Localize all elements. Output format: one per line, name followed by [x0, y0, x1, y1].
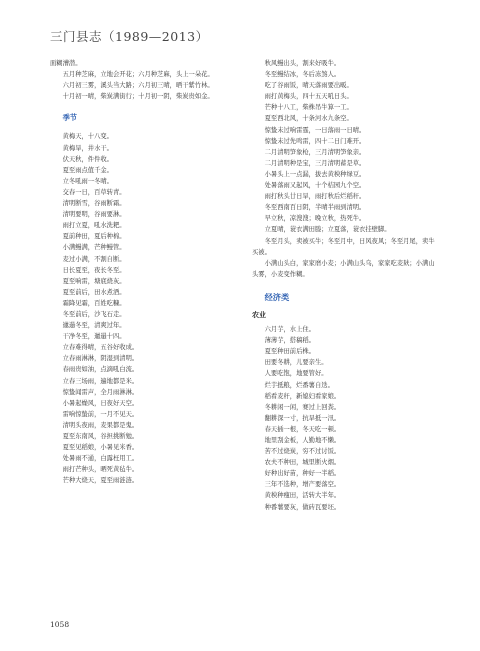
page-header-title: 三门县志（1989—2013） — [50, 29, 209, 44]
proverb-line: 惊蛰闻雷声，全月雨淋淋。 — [62, 388, 139, 396]
proverb-line: 雨打芒种头，晒死黄毡牛。 — [62, 466, 139, 474]
proverb-line: 三年不选种，增产要落空。 — [264, 481, 341, 489]
proverb-line: 冬至月头，卖被买牛；冬至月中，日风夜风；冬至月尾，卖牛买被。 — [252, 237, 435, 256]
page-number: 1058 — [50, 620, 70, 629]
section-title-economy: 经济类 — [264, 291, 290, 302]
proverb-line: 清明要明，谷雨要淋。 — [62, 211, 126, 219]
proverb-line: 十月初一晴，柴炭满街行；十月初一阴，柴炭贵如金。 — [50, 93, 214, 101]
proverb-line: 好种出好苗，种好一半稻。 — [264, 470, 341, 478]
proverb-line: 夏至响雷，塘底烧灰。 — [62, 277, 126, 285]
proverb-line: 伏天秋，件件收。 — [62, 155, 113, 163]
proverb-line: 吃了谷雨饭，晴天落雨要出畈。 — [264, 82, 353, 90]
left-proverb-list — [50, 131, 238, 486]
proverb-line: 处暑雨不通，白露枉用工。 — [62, 455, 139, 463]
proverb-line: 苦不过烧炭，穷不过讨饭。 — [264, 448, 341, 456]
proverb-line: 小暑起燥风，日夜好天空。 — [62, 399, 139, 407]
agriculture-proverb-list — [252, 324, 440, 513]
proverb-line: 田要冬耕，儿要亲生。 — [264, 359, 328, 367]
proverb-line: 稻看麦秆，新媳妇看家娘。 — [264, 392, 341, 400]
proverb-line: 邋遢冬至，清爽过年。 — [62, 322, 126, 330]
proverb-line: 惊蛰未过先鸣雷，四十二日门难开。 — [264, 137, 366, 145]
proverb-line: 二月清明笋象枪，三月清明笋象亲。 — [264, 148, 366, 156]
proverb-line: 早立秋，凉溲溲；晚立秋，热死牛。 — [252, 215, 366, 223]
proverb-line: 处暑落雨又起风，十个桔园九个空。 — [264, 182, 366, 190]
proverb-line: 二月清明种是宝，三月清明蓄是草。 — [264, 159, 366, 167]
proverb-line: 黄梅旱，井水干。 — [62, 144, 113, 152]
proverb-line: 芒种十八工，柴株吊牛算一工。 — [264, 104, 353, 112]
proverb-line: 惊蛰未过响雷霆，一日落雨一日晴。 — [264, 126, 366, 134]
proverb-line: 夏至前后，田水煮酒。 — [62, 288, 126, 296]
proverb-line: 夏至西北风，十条河水九条空。 — [264, 115, 353, 123]
proverb-line: 立冬吼雨一冬晴。 — [62, 177, 113, 185]
proverb-line: 夏至见稻娘，小暑见米香。 — [62, 444, 139, 452]
proverb-line: 夏至东南风，谷担挑断勉。 — [62, 433, 139, 440]
proverb-line: 农夫不种田，城里断火烟。 — [264, 459, 341, 467]
proverb-line: 春天插一根，冬天吃一顿。 — [264, 425, 341, 433]
proverb-line: 冬至西南百日阴，半晴半雨到清明。 — [264, 204, 366, 212]
section-title-seasons: 季节 — [62, 113, 77, 123]
proverb-line: 日长夏至，夜长冬至。 — [62, 266, 126, 274]
proverb-line: 霜降见霜，百姓吃糠。 — [62, 299, 126, 307]
proverb-line: 雨打立夏，吼水洗耙。 — [62, 222, 126, 230]
proverb-line: 人要吃饱，地要管好。 — [264, 370, 328, 378]
left-column — [50, 58, 238, 486]
proverb-line: 地里刮金板，人勤地不懒。 — [264, 437, 341, 444]
proverb-line: 雨打黄梅头，四十五天吼日头。 — [264, 93, 353, 101]
proverb-line: 五月种芝麻，立地会开花；六月种芝麻，头上一朵花。 — [50, 71, 214, 79]
proverb-line: 夏至种田前后株。 — [264, 348, 315, 356]
proverb-line: 立春难得晴，五谷好收成。 — [62, 344, 139, 352]
proverb-line: 清明断雪，谷雨断霜。 — [62, 200, 126, 208]
proverb-line: 雷响惊蛰前，一月不见天。 — [62, 410, 139, 418]
proverb-line: 冬至前后，沙飞石走。 — [62, 310, 126, 318]
left-intro-paragraphs — [50, 58, 238, 102]
proverb-line: 六月初三雾，溪头当大路；六月初三晴，晒干紫竹林。 — [50, 82, 214, 90]
proverb-line: 小满山头白，家家磨小麦；小满山头乌，家家吃麦麸；小满山头雾，小麦变作糊。 — [252, 259, 435, 278]
proverb-line: 薄薄芋，搭稿稻。 — [264, 337, 315, 345]
proverb-line: 立夏晴，蓑衣满田塍；立夏落，蓑衣挂壁脚。 — [252, 226, 391, 234]
proverb-line: 六月芋，水上住。 — [264, 326, 315, 334]
proverb-line: 冬至鳗结冰，冬后冻煞人。 — [264, 71, 341, 79]
proverb-line: 立春雨淋淋，阴湿到清明。 — [62, 355, 139, 363]
proverb-line: 小暑头上一点漏，拔去黄秧种绿豆。 — [264, 170, 366, 178]
proverb-line: 烂芋抵粮，烂番薯自迭。 — [264, 381, 334, 389]
proverb-line: 黄梅天，十八变。 — [62, 133, 113, 141]
proverb-line: 黄秧种瘦田，活转大半年。 — [264, 492, 341, 500]
proverb-line: 芒种大烧天，夏至雨涟涟。 — [62, 477, 139, 485]
proverb-line: 面糊漕潜。 — [50, 60, 82, 67]
right-column — [252, 58, 440, 513]
proverb-line: 夏前种田，夏后种棉。 — [62, 233, 126, 241]
proverb-line: 种番薯要灰，做砖瓦要坯。 — [264, 503, 341, 511]
right-proverb-list — [252, 58, 440, 213]
proverb-line: 交春一日，百草转青。 — [62, 188, 126, 196]
proverb-line: 麦过小满，不割自断。 — [62, 255, 126, 263]
proverb-line: 春雨贵如油，点滴吼白流。 — [62, 366, 139, 374]
proverb-line: 秋风鳗出头，割来好吸牛。 — [264, 60, 341, 67]
proverb-line: 立春三场雨，遍地都是米。 — [62, 377, 139, 385]
proverb-line: 翻耕深一寸，抗旱抵一汛。 — [264, 414, 341, 422]
proverb-line: 干净冬至，邋遢十四。 — [62, 333, 126, 341]
proverb-line: 清明头夜雨，麦果都是鬼。 — [62, 421, 139, 429]
right-long-paragraphs — [252, 213, 440, 280]
proverb-line: 雨打秋头廿日旱，雨打秋后烂稻秆。 — [264, 193, 366, 201]
proverb-line: 冬耕闲一闲，赛过上回粪。 — [264, 403, 341, 411]
proverb-line: 小满鳗满，芒种鳗管。 — [62, 244, 126, 252]
subsection-title-agriculture: 农业 — [252, 309, 266, 319]
proverb-line: 夏至雨点值千金。 — [62, 166, 113, 174]
